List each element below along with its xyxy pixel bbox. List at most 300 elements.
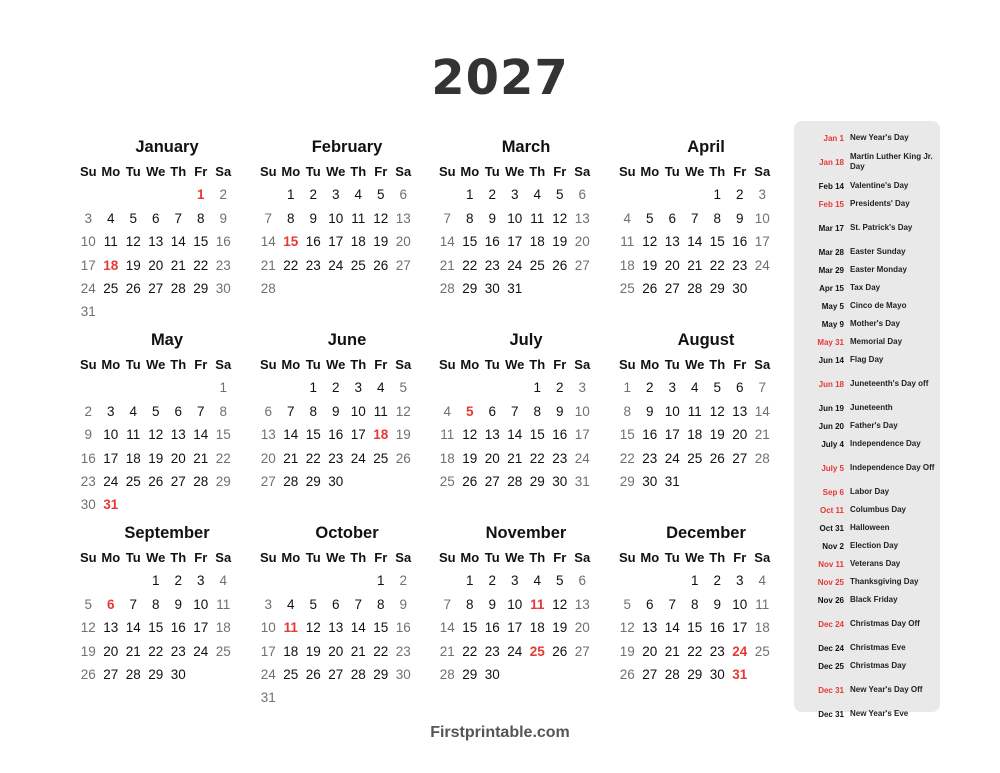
empty-day-cell — [145, 300, 168, 323]
day-cell: 27 — [103, 666, 119, 682]
empty-day-cell — [167, 493, 190, 516]
week-row — [616, 663, 796, 686]
day-cell: 10 — [574, 403, 590, 419]
day-cell: 9 — [399, 596, 407, 612]
holiday-name: Easter Monday — [850, 265, 907, 274]
empty-day-cell — [145, 183, 168, 206]
day-cell: 24 — [103, 473, 119, 489]
day-cell: 6 — [399, 187, 407, 203]
day-cell: 5 — [645, 210, 654, 226]
holiday-name: Easter Sunday — [850, 247, 906, 256]
holiday-name: Tax Day — [850, 283, 881, 292]
month-april — [616, 136, 796, 300]
day-cell: 24 — [193, 643, 209, 659]
empty-day-cell — [481, 376, 504, 399]
holiday-row — [794, 315, 938, 333]
week-row — [616, 230, 796, 253]
holiday-row — [794, 129, 938, 147]
weekday-label: Fr — [374, 357, 388, 372]
week-row — [616, 640, 796, 663]
day-cell: 22 — [529, 450, 545, 466]
empty-day-cell — [639, 183, 662, 206]
empty-day-cell — [77, 569, 100, 592]
month-title: November — [485, 524, 567, 542]
month-title: April — [687, 138, 725, 156]
day-cell: 6 — [264, 403, 272, 419]
day-cell: 2 — [84, 403, 92, 419]
day-cell: 5 — [555, 187, 564, 203]
day-cell: 5 — [713, 380, 721, 396]
day-cell: 10 — [193, 596, 209, 612]
day-cell: 9 — [174, 596, 182, 612]
empty-day-cell — [392, 277, 415, 300]
week-row — [77, 569, 257, 592]
weekday-label: We — [685, 357, 705, 372]
weekday-label: Tu — [664, 550, 680, 565]
day-cell: 23 — [484, 643, 500, 659]
month-title: January — [135, 138, 199, 156]
day-cell: 12 — [709, 403, 725, 419]
holiday-name: Thanksgiving Day — [850, 577, 919, 586]
day-cell: 13 — [103, 620, 119, 636]
day-cell: 21 — [664, 643, 680, 659]
week-row — [77, 423, 257, 446]
day-cell: 31 — [80, 304, 96, 320]
day-cell: 18 — [529, 234, 545, 250]
week-row — [257, 447, 437, 470]
week-row — [77, 230, 257, 253]
week-row — [257, 616, 437, 639]
day-cell: 15 — [709, 234, 725, 250]
day-cell: 23 — [215, 257, 231, 273]
day-cell: 5 — [151, 403, 160, 419]
day-cell: 26 — [125, 280, 141, 296]
weekday-label: Tu — [305, 357, 321, 372]
weekday-label: Sa — [574, 164, 591, 179]
day-cell: 27 — [260, 473, 276, 489]
empty-day-cell — [392, 686, 415, 709]
holiday-date: Jan 18 — [819, 157, 844, 167]
empty-day-cell — [122, 300, 145, 323]
day-cell: 6 — [488, 403, 496, 419]
week-row — [77, 447, 257, 470]
day-cell: 15 — [193, 234, 209, 250]
day-cell: 13 — [574, 210, 590, 226]
day-cell: 7 — [690, 210, 699, 226]
day-cell: 25 — [373, 450, 389, 466]
day-cell: 2 — [488, 573, 496, 589]
holiday-name: Mother's Day — [850, 319, 900, 328]
day-cell: 15 — [283, 234, 299, 250]
year-title: 2027 — [431, 50, 569, 106]
day-cell: 19 — [462, 450, 478, 466]
day-cell: 10 — [328, 210, 344, 226]
day-cell: 16 — [305, 234, 321, 250]
day-cell: 29 — [687, 666, 703, 682]
weekday-label: Tu — [305, 550, 321, 565]
weekday-header — [616, 160, 796, 183]
day-cell: 16 — [170, 620, 186, 636]
day-cell: 8 — [309, 403, 317, 419]
day-cell: 2 — [331, 380, 340, 396]
day-cell: 17 — [507, 234, 523, 250]
weekday-label: Mo — [281, 357, 301, 372]
day-cell: 15 — [373, 620, 389, 636]
day-cell: 14 — [170, 234, 186, 250]
weekday-label: Mo — [281, 550, 301, 565]
day-cell: 4 — [354, 187, 362, 203]
day-cell: 23 — [709, 643, 725, 659]
day-cell: 15 — [148, 620, 164, 636]
holiday-name: Independence Day Off — [850, 463, 935, 472]
weekday-label: Th — [529, 357, 546, 372]
day-cell: 22 — [462, 257, 478, 273]
weekday-label: Su — [79, 164, 97, 179]
empty-day-cell — [661, 569, 684, 592]
day-cell: 8 — [376, 596, 385, 612]
day-cell: 12 — [619, 620, 635, 636]
day-cell: 29 — [462, 666, 478, 682]
day-cell: 7 — [174, 210, 182, 226]
day-cell: 26 — [552, 643, 568, 659]
weekday-label: Tu — [125, 550, 141, 565]
day-cell: 1 — [465, 187, 474, 203]
empty-day-cell — [100, 300, 123, 323]
empty-day-cell — [145, 376, 168, 399]
day-cell: 1 — [690, 573, 699, 589]
day-cell: 1 — [196, 187, 205, 203]
month-october — [257, 522, 437, 710]
week-row — [77, 663, 257, 686]
day-cell: 12 — [373, 210, 389, 226]
empty-day-cell — [684, 470, 707, 493]
empty-day-cell — [257, 183, 280, 206]
day-cell: 4 — [533, 573, 541, 589]
day-cell: 25 — [754, 643, 770, 659]
day-cell: 14 — [193, 427, 209, 443]
holiday-row — [794, 537, 938, 555]
day-cell: 26 — [305, 666, 321, 682]
weekday-label: Th — [529, 164, 546, 179]
day-cell: 20 — [574, 620, 590, 636]
holiday-row — [794, 573, 938, 591]
holiday-row — [794, 243, 938, 261]
weekday-label: Mo — [101, 357, 121, 372]
holiday-row — [794, 417, 938, 435]
holiday-date: Nov 26 — [817, 595, 844, 605]
month-july — [436, 329, 616, 493]
empty-day-cell — [751, 663, 774, 686]
week-row — [436, 277, 616, 300]
day-cell: 7 — [668, 596, 676, 612]
holiday-name: Halloween — [850, 523, 890, 532]
day-cell: 16 — [80, 450, 96, 466]
day-cell: 12 — [552, 210, 568, 226]
day-cell: 22 — [193, 257, 209, 273]
day-cell: 3 — [354, 380, 362, 396]
day-cell: 22 — [215, 450, 231, 466]
week-row — [436, 183, 616, 206]
day-cell: 24 — [350, 450, 366, 466]
day-cell: 21 — [439, 257, 455, 273]
day-cell: 3 — [510, 187, 519, 203]
day-cell: 16 — [484, 234, 500, 250]
weekday-label: Tu — [484, 164, 500, 179]
day-cell: 2 — [555, 380, 564, 396]
day-cell: 21 — [507, 450, 523, 466]
week-row — [257, 400, 437, 423]
day-cell: 31 — [103, 497, 119, 513]
day-cell: 18 — [439, 450, 455, 466]
day-cell: 19 — [80, 643, 96, 659]
day-cell: 7 — [443, 596, 451, 612]
day-cell: 19 — [642, 257, 658, 273]
day-cell: 27 — [328, 666, 344, 682]
holiday-name: Election Day — [850, 541, 899, 550]
day-cell: 26 — [373, 257, 389, 273]
day-cell: 26 — [642, 280, 658, 296]
week-row — [257, 230, 437, 253]
day-cell: 15 — [215, 427, 231, 443]
day-cell: 8 — [465, 210, 474, 226]
month-title: March — [501, 138, 551, 156]
empty-day-cell — [684, 183, 707, 206]
day-cell: 4 — [129, 403, 137, 419]
day-cell: 3 — [758, 187, 766, 203]
holiday-name: Father's Day — [850, 421, 898, 430]
day-cell: 18 — [283, 643, 299, 659]
weekday-label: Fr — [733, 357, 747, 372]
day-cell: 23 — [732, 257, 748, 273]
day-cell: 31 — [732, 666, 748, 682]
day-cell: 22 — [373, 643, 389, 659]
empty-day-cell — [347, 569, 370, 592]
day-cell: 18 — [373, 427, 389, 443]
weekday-label: Fr — [194, 550, 208, 565]
day-cell: 19 — [552, 234, 568, 250]
weekday-label: Mo — [640, 164, 660, 179]
day-cell: 18 — [103, 257, 119, 273]
holiday-row — [794, 705, 938, 723]
weekday-label: Su — [259, 164, 277, 179]
weekday-header — [616, 546, 796, 569]
day-cell: 28 — [260, 280, 276, 296]
empty-day-cell — [257, 376, 280, 399]
month-title: August — [677, 331, 735, 349]
weekday-label: Su — [438, 164, 456, 179]
day-cell: 8 — [465, 596, 474, 612]
day-cell: 22 — [709, 257, 725, 273]
day-cell: 2 — [399, 573, 407, 589]
day-cell: 24 — [507, 257, 523, 273]
day-cell: 26 — [395, 450, 411, 466]
day-cell: 27 — [170, 473, 186, 489]
day-cell: 26 — [80, 666, 96, 682]
day-cell: 22 — [687, 643, 703, 659]
week-row — [436, 616, 616, 639]
empty-day-cell — [280, 376, 303, 399]
weekday-label: Su — [79, 357, 97, 372]
empty-day-cell — [122, 569, 145, 592]
day-cell: 17 — [574, 427, 590, 443]
day-cell: 4 — [758, 573, 766, 589]
day-cell: 28 — [350, 666, 366, 682]
month-title: October — [315, 524, 379, 542]
day-cell: 16 — [328, 427, 344, 443]
day-cell: 22 — [283, 257, 299, 273]
weekday-header — [77, 546, 257, 569]
day-cell: 14 — [687, 234, 703, 250]
week-row — [257, 593, 437, 616]
weekday-header — [77, 353, 257, 376]
week-row — [616, 616, 796, 639]
empty-day-cell — [729, 470, 752, 493]
day-cell: 20 — [484, 450, 500, 466]
day-cell: 18 — [215, 620, 231, 636]
day-cell: 3 — [735, 573, 744, 589]
holiday-row — [794, 639, 938, 657]
day-cell: 25 — [439, 473, 455, 489]
empty-day-cell — [392, 470, 415, 493]
day-cell: 15 — [687, 620, 703, 636]
day-cell: 13 — [732, 403, 748, 419]
holiday-date: Jan 1 — [823, 133, 844, 143]
day-cell: 16 — [395, 620, 411, 636]
day-cell: 10 — [754, 210, 770, 226]
holiday-date: Dec 25 — [818, 661, 844, 671]
day-cell: 10 — [80, 234, 96, 250]
day-cell: 15 — [619, 427, 635, 443]
holiday-date: May 9 — [821, 319, 844, 329]
day-cell: 23 — [642, 450, 658, 466]
day-cell: 17 — [732, 620, 748, 636]
week-row — [616, 593, 796, 616]
week-row — [436, 376, 616, 399]
empty-day-cell — [549, 277, 572, 300]
day-cell: 11 — [216, 596, 231, 612]
weekday-label: Fr — [733, 550, 747, 565]
weekday-label: Sa — [574, 357, 591, 372]
holiday-name: Christmas Day — [850, 661, 907, 670]
weekday-label: Sa — [215, 357, 232, 372]
empty-day-cell — [167, 300, 190, 323]
day-cell: 29 — [193, 280, 209, 296]
day-cell: 19 — [395, 427, 411, 443]
day-cell: 26 — [709, 450, 725, 466]
weekday-label: Su — [618, 550, 636, 565]
day-cell: 19 — [148, 450, 164, 466]
month-december — [616, 522, 796, 686]
week-row — [257, 183, 437, 206]
month-august — [616, 329, 796, 493]
day-cell: 17 — [260, 643, 276, 659]
empty-day-cell — [370, 686, 393, 709]
holiday-name: Columbus Day — [850, 505, 907, 514]
day-cell: 28 — [507, 473, 523, 489]
day-cell: 9 — [309, 210, 317, 226]
day-cell: 5 — [376, 187, 385, 203]
empty-day-cell — [571, 277, 594, 300]
holiday-name: Presidents' Day — [850, 199, 910, 208]
empty-day-cell — [325, 569, 348, 592]
day-cell: 3 — [510, 573, 519, 589]
day-cell: 23 — [305, 257, 321, 273]
day-cell: 18 — [350, 234, 366, 250]
day-cell: 30 — [484, 280, 500, 296]
day-cell: 21 — [260, 257, 276, 273]
day-cell: 13 — [260, 427, 276, 443]
day-cell: 20 — [148, 257, 164, 273]
day-cell: 1 — [623, 380, 631, 396]
empty-day-cell — [504, 663, 527, 686]
weekday-label: Tu — [484, 550, 500, 565]
week-row — [616, 277, 796, 300]
day-cell: 25 — [283, 666, 299, 682]
weekday-label: Su — [259, 357, 277, 372]
week-row — [436, 663, 616, 686]
day-cell: 17 — [193, 620, 209, 636]
holiday-date: Apr 15 — [819, 283, 844, 293]
holiday-date: Mar 17 — [818, 223, 844, 233]
day-cell: 26 — [148, 473, 164, 489]
day-cell: 11 — [351, 210, 366, 226]
week-row — [257, 207, 437, 230]
weekday-label: Th — [350, 164, 367, 179]
weekday-label: We — [326, 550, 346, 565]
week-row — [77, 300, 257, 323]
week-row — [77, 277, 257, 300]
day-cell: 29 — [529, 473, 545, 489]
day-cell: 6 — [151, 210, 160, 226]
day-cell: 20 — [574, 234, 590, 250]
weekday-label: Tu — [305, 164, 321, 179]
weekday-header — [436, 546, 616, 569]
day-cell: 6 — [735, 380, 744, 396]
empty-day-cell — [190, 300, 213, 323]
week-row — [77, 470, 257, 493]
weekday-label: Sa — [754, 550, 771, 565]
day-cell: 25 — [529, 257, 545, 273]
empty-day-cell — [436, 569, 459, 592]
holiday-name: Valentine's Day — [850, 181, 909, 190]
day-cell: 21 — [193, 450, 209, 466]
day-cell: 28 — [439, 666, 455, 682]
weekday-label: Th — [170, 357, 187, 372]
day-cell: 12 — [80, 620, 96, 636]
day-cell: 16 — [732, 234, 748, 250]
day-cell: 3 — [578, 380, 586, 396]
holiday-row — [794, 609, 938, 639]
day-cell: 26 — [619, 666, 635, 682]
day-cell: 30 — [395, 666, 411, 682]
holiday-row — [794, 675, 938, 705]
day-cell: 2 — [735, 187, 744, 203]
weekday-label: Sa — [395, 164, 412, 179]
week-row — [257, 470, 437, 493]
day-cell: 9 — [219, 210, 227, 226]
day-cell: 4 — [443, 403, 451, 419]
day-cell: 14 — [754, 403, 770, 419]
day-cell: 3 — [84, 210, 92, 226]
day-cell: 5 — [399, 380, 407, 396]
day-cell: 11 — [126, 427, 141, 443]
day-cell: 9 — [488, 596, 496, 612]
holiday-name: Juneteenth — [850, 403, 893, 412]
empty-day-cell — [751, 470, 774, 493]
day-cell: 7 — [129, 596, 137, 612]
week-row — [257, 277, 437, 300]
day-cell: 16 — [484, 620, 500, 636]
